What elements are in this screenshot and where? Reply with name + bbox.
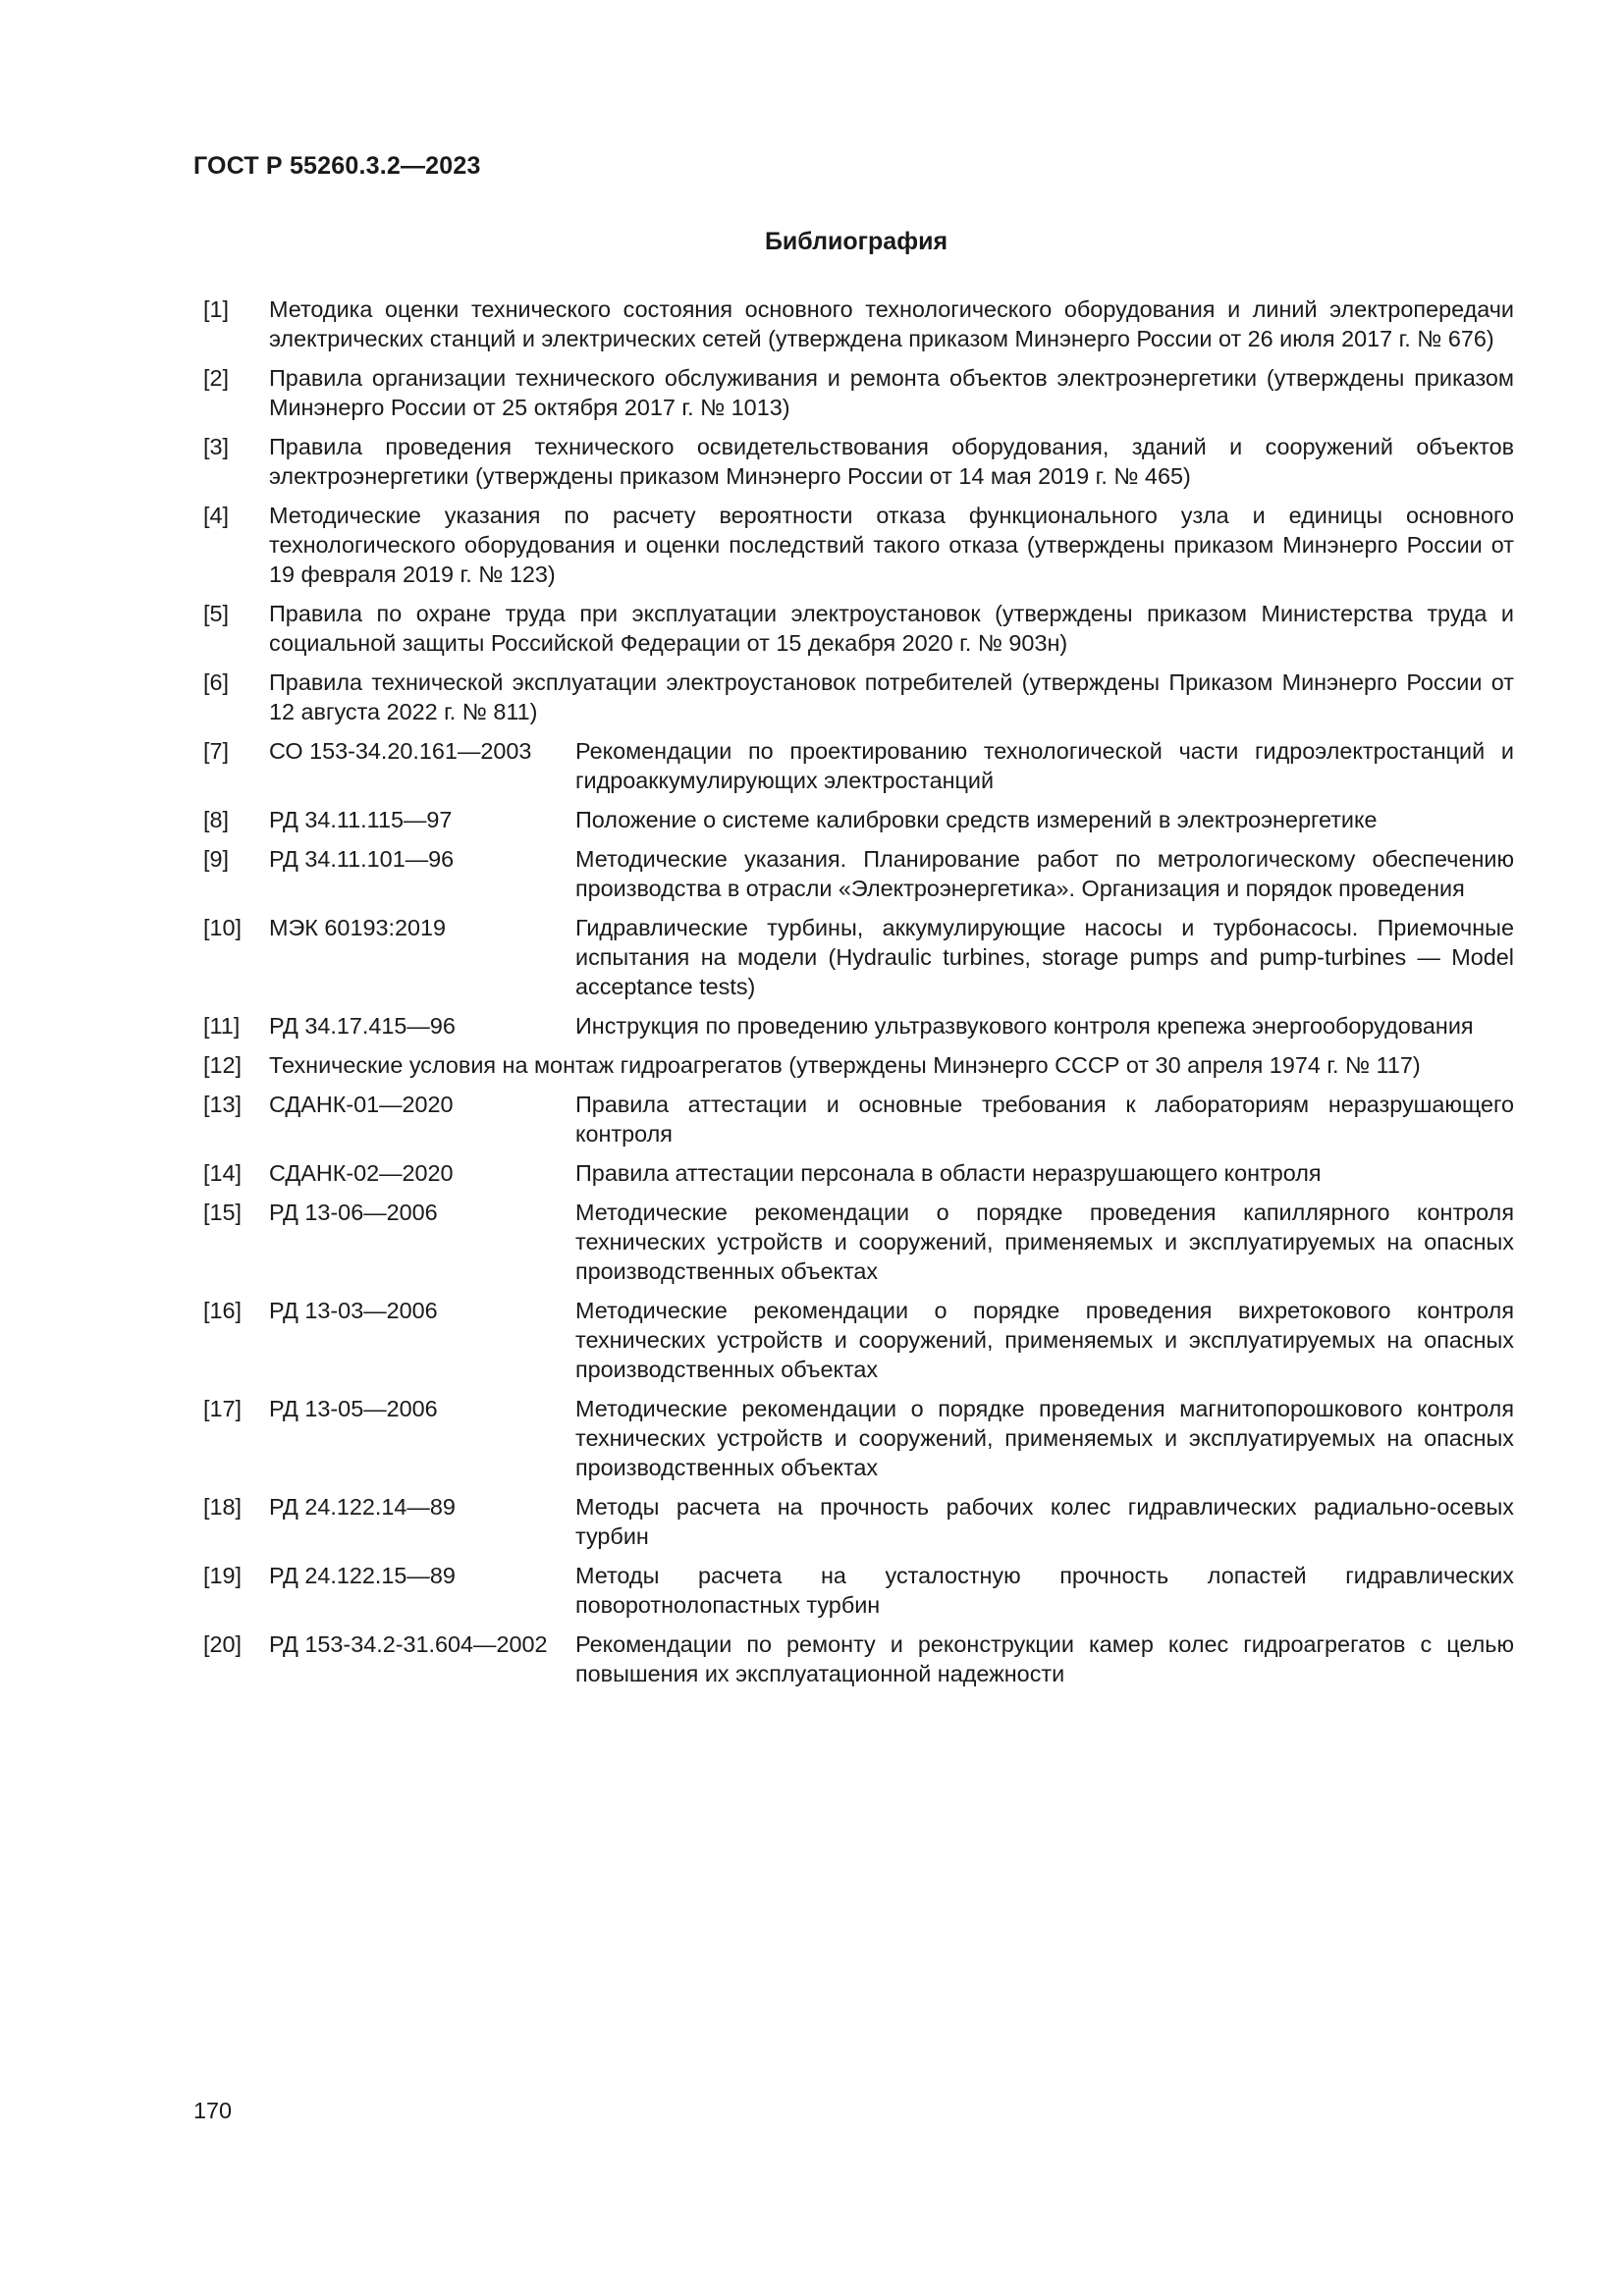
entry-text: Гидравлические турбины, аккумулирующие насосы и турбонасосы. Приемочные испытания на модели (Hydraulic turbines, storage pumps and pump-turbines — Model acceptance tests) xyxy=(575,915,1514,999)
entry-number: [14] xyxy=(203,1160,243,1186)
entry-number: [12] xyxy=(203,1052,243,1078)
entry-text: Правила организации технического обслуживания и ремонта объектов электроэнергетики (утверждены приказом Минэнерго России от 25 октября 2017 г. № 1013) xyxy=(269,365,1514,420)
entry-code: РД 13-03—2006 xyxy=(269,1298,438,1323)
entry-code: РД 13-05—2006 xyxy=(269,1396,438,1421)
bibliography-entry xyxy=(203,363,1514,422)
entry-number: [17] xyxy=(203,1396,243,1421)
bibliography-entry xyxy=(203,1561,1514,1620)
entry-number: [1] xyxy=(203,296,230,322)
entry-text: Методика оценки технического состояния основного технологического оборудования и линий электропередачи электрических станций и электрических сетей (утверждена приказом Минэнерго России от 26 июля 2017 г. № 676) xyxy=(269,296,1514,351)
bibliography-entry xyxy=(203,432,1514,491)
entry-text: Положение о системе калибровки средств измерений в электроэнергетике xyxy=(575,807,1378,832)
entry-code: РД 34.17.415—96 xyxy=(269,1013,456,1039)
entry-code: СДАНК-02—2020 xyxy=(269,1160,454,1186)
entry-text: Правила аттестации персонала в области неразрушающего контроля xyxy=(575,1160,1322,1186)
entry-text: Методические рекомендации о порядке проведения магнитопорошкового контроля технических устройств и сооружений, применяемых и эксплуатируемых на опасных производственных объектах xyxy=(575,1396,1514,1480)
entry-text: Методические указания по расчету вероятности отказа функционального узла и единицы основного технологического оборудования и оценки последствий такого отказа (утверждены приказом Минэнерго России от 19 февраля 2019 г. № 123) xyxy=(269,503,1514,587)
entry-text: Правила по охране труда при эксплуатации электроустановок (утверждены приказом Министерства труда и социальной защиты Российской Федерации от 15 декабря 2020 г. № 903н) xyxy=(269,601,1514,656)
section-title: Библиография xyxy=(764,228,948,255)
bibliography-entry xyxy=(203,599,1514,658)
bibliography-entry xyxy=(203,1492,1514,1551)
entry-code: РД 13-06—2006 xyxy=(269,1200,438,1225)
entry-number: [11] xyxy=(203,1013,241,1039)
entry-text: Методические указания. Планирование работ по метрологическому обеспечению производства в отрасли «Электроэнергетика». Организация и порядок проведения xyxy=(575,846,1514,901)
bibliography-entry xyxy=(203,667,1514,726)
bibliography-entry xyxy=(203,1090,1514,1148)
entry-text: Методические рекомендации о порядке проведения вихретокового контроля технических устройств и сооружений, применяемых и эксплуатируемых на опасных производственных объектах xyxy=(575,1298,1514,1382)
entry-text: Методы расчета на усталостную прочность лопастей гидравлических поворотнолопастных турбин xyxy=(575,1563,1514,1618)
entry-number: [8] xyxy=(203,807,230,832)
entry-code: РД 34.11.115—97 xyxy=(269,807,453,832)
document-header: ГОСТ Р 55260.3.2—2023 xyxy=(193,152,481,180)
entry-number: [18] xyxy=(203,1494,243,1520)
entry-number: [10] xyxy=(203,915,243,940)
entry-number: [4] xyxy=(203,503,230,528)
entry-number: [7] xyxy=(203,738,230,764)
entry-code: РД 153-34.2-31.604—2002 xyxy=(269,1631,548,1657)
entry-code: РД 24.122.15—89 xyxy=(269,1563,456,1588)
bibliography-entry xyxy=(203,501,1514,589)
bibliography-entry xyxy=(203,805,1514,834)
entry-code: СДАНК-01—2020 xyxy=(269,1092,454,1117)
entry-code: РД 24.122.14—89 xyxy=(269,1494,456,1520)
entry-number: [9] xyxy=(203,846,230,872)
bibliography-entry xyxy=(203,844,1514,903)
bibliography-list xyxy=(203,294,1514,1698)
entry-text: Методы расчета на прочность рабочих колес гидравлических радиально-осевых турбин xyxy=(575,1494,1514,1549)
bibliography-entry xyxy=(203,1050,1514,1080)
entry-code: РД 34.11.101—96 xyxy=(269,846,455,872)
entry-text: Инструкция по проведению ультразвукового контроля крепежа энергооборудования xyxy=(575,1013,1474,1039)
entry-code: МЭК 60193:2019 xyxy=(269,915,446,940)
entry-number: [6] xyxy=(203,669,230,695)
entry-text: Рекомендации по проектированию технологической части гидроэлектростанций и гидроаккумулирующих электростанций xyxy=(575,738,1514,793)
entry-text: Правила аттестации и основные требования к лабораториям неразрушающего контроля xyxy=(575,1092,1514,1147)
entry-text: Методические рекомендации о порядке проведения капиллярного контроля технических устройств и сооружений, применяемых и эксплуатируемых на опасных производственных объектах xyxy=(575,1200,1514,1284)
bibliography-entry xyxy=(203,1158,1514,1188)
entry-number: [20] xyxy=(203,1631,243,1657)
bibliography-entry xyxy=(203,1629,1514,1688)
entry-text: Рекомендации по ремонту и реконструкции камер колес гидроагрегатов с целью повышения их эксплуатационной надежности xyxy=(575,1631,1514,1686)
bibliography-entry xyxy=(203,294,1514,353)
entry-code: СО 153-34.20.161—2003 xyxy=(269,738,532,764)
entry-number: [2] xyxy=(203,365,230,391)
entry-number: [16] xyxy=(203,1298,243,1323)
entry-number: [15] xyxy=(203,1200,243,1225)
entry-text: Правила проведения технического освидетельствования оборудования, зданий и сооружений объектов электроэнергетики (утверждены приказом Минэнерго России от 14 мая 2019 г. № 465) xyxy=(269,434,1514,489)
bibliography-entry xyxy=(203,1296,1514,1384)
entry-number: [3] xyxy=(203,434,230,459)
entry-number: [19] xyxy=(203,1563,243,1588)
entry-number: [5] xyxy=(203,601,230,626)
page-number: 170 xyxy=(193,2098,233,2123)
bibliography-entry xyxy=(203,1198,1514,1286)
entry-text: Технические условия на монтаж гидроагрегатов (утверждены Минэнерго СССР от 30 апреля 1974 г. № 117) xyxy=(269,1052,1421,1078)
entry-text: Правила технической эксплуатации электроустановок потребителей (утверждены Приказом Минэнерго России от 12 августа 2022 г. № 811) xyxy=(269,669,1514,724)
bibliography-entry xyxy=(203,736,1514,795)
bibliography-entry xyxy=(203,913,1514,1001)
bibliography-entry xyxy=(203,1394,1514,1482)
bibliography-entry xyxy=(203,1011,1514,1041)
entry-number: [13] xyxy=(203,1092,243,1117)
